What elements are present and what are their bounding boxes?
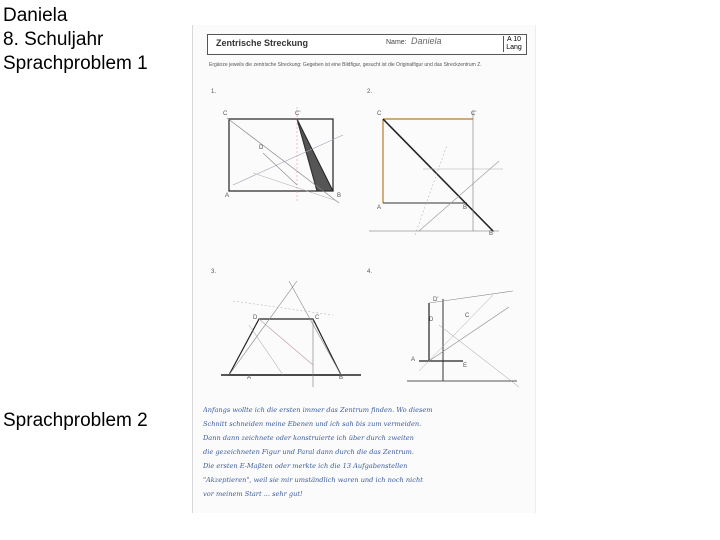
school-year: 8. Schuljahr [3, 29, 104, 50]
fig3-label-a: A [247, 375, 252, 381]
worksheet-scan [192, 25, 536, 513]
fig3-label-b: B [339, 375, 344, 381]
fig3-label-d: D [253, 315, 258, 321]
worksheet-title: Zentrische Streckung [216, 38, 309, 48]
name-value: Daniela [411, 36, 442, 46]
figure-3 [221, 281, 361, 387]
fig4-label-c: C [465, 313, 470, 319]
fig2-label-c-prime: C' [471, 111, 477, 117]
fig2-label-b: B [463, 205, 468, 211]
fig1-ray-a [227, 118, 342, 203]
fig2-label-a: A [377, 205, 382, 211]
student-info [3, 4, 148, 76]
task-instructions: Ergänze jeweils die zentrische Streckung: Gegeben ist eine Bildfigur, gesucht ist die Originalfigur und das Streckzentrum Z. [209, 62, 482, 68]
name-label: Name: [386, 39, 407, 46]
handwriting-line: vor meinem Start ... sehr gut! [203, 490, 303, 498]
fig1-image-triangle [297, 119, 333, 191]
fig1-label-c: C [223, 111, 228, 117]
sprachproblem-1-label: Sprachproblem 1 [3, 53, 148, 74]
fig1-label-a: A [225, 193, 230, 199]
code-top: A 10 [506, 36, 521, 43]
fig3-label-c: C [315, 315, 320, 321]
fig3-ray-f [249, 325, 283, 375]
fig3-ray-b [289, 281, 341, 375]
question-number-1: 1. [211, 89, 217, 95]
fig4-ray-a [429, 291, 513, 303]
figure-2 [369, 111, 503, 235]
fig3-trapezoid [229, 319, 341, 375]
fig2-ray-a [419, 161, 499, 231]
handwriting-line: Anfangs wollte ich die ersten immer das Zentrum finden. Wo diesem [203, 406, 433, 414]
fig4-label-d-prime: D' [433, 297, 439, 303]
sprachproblem-2-label: Sprachproblem 2 [3, 410, 148, 431]
handwriting-line: Schnitt schneiden meine Ebenen und ich sah bis zum vermeiden. [203, 420, 422, 428]
fig4-ray-d [439, 325, 519, 387]
handwriting-line: Die ersten E-Maßten oder merkte ich die 13 Aufgabenstellen [203, 462, 408, 470]
handwriting-line: die gezeichneten Figur und Paral dann durch die das Zentrum. [203, 448, 414, 456]
figure-1 [227, 107, 343, 203]
fig1-label-d: D [259, 145, 264, 151]
fig3-ray-a [229, 281, 297, 375]
fig2-label-b-prime: B' [489, 231, 495, 237]
handwriting-line: "Akzeptieren", weil sie mir umständlich waren und ich noch nicht [203, 476, 423, 484]
question-number-4: 4. [367, 269, 373, 275]
handwriting-line: Dann dann zeichnete oder konstruierte ich über durch zweiten [203, 434, 414, 442]
fig1-label-c-prime: C' [295, 111, 301, 117]
question-number-2: 2. [367, 89, 373, 95]
fig1-label-b: B [337, 193, 342, 199]
figure-4 [407, 291, 519, 387]
fig2-label-c: C [377, 111, 382, 117]
question-number-3: 3. [211, 269, 217, 275]
fig4-ray-c [419, 295, 493, 371]
fig4-label-a: A [411, 357, 416, 363]
student-name: Daniela [3, 5, 68, 26]
fig4-label-d: D [429, 317, 434, 323]
code-bottom: Lang [506, 44, 522, 51]
fig3-ray-e [233, 301, 333, 315]
fig2-ray-b [415, 145, 447, 235]
fig4-label-e: E [463, 363, 468, 369]
fig3-ray-d [259, 319, 313, 365]
